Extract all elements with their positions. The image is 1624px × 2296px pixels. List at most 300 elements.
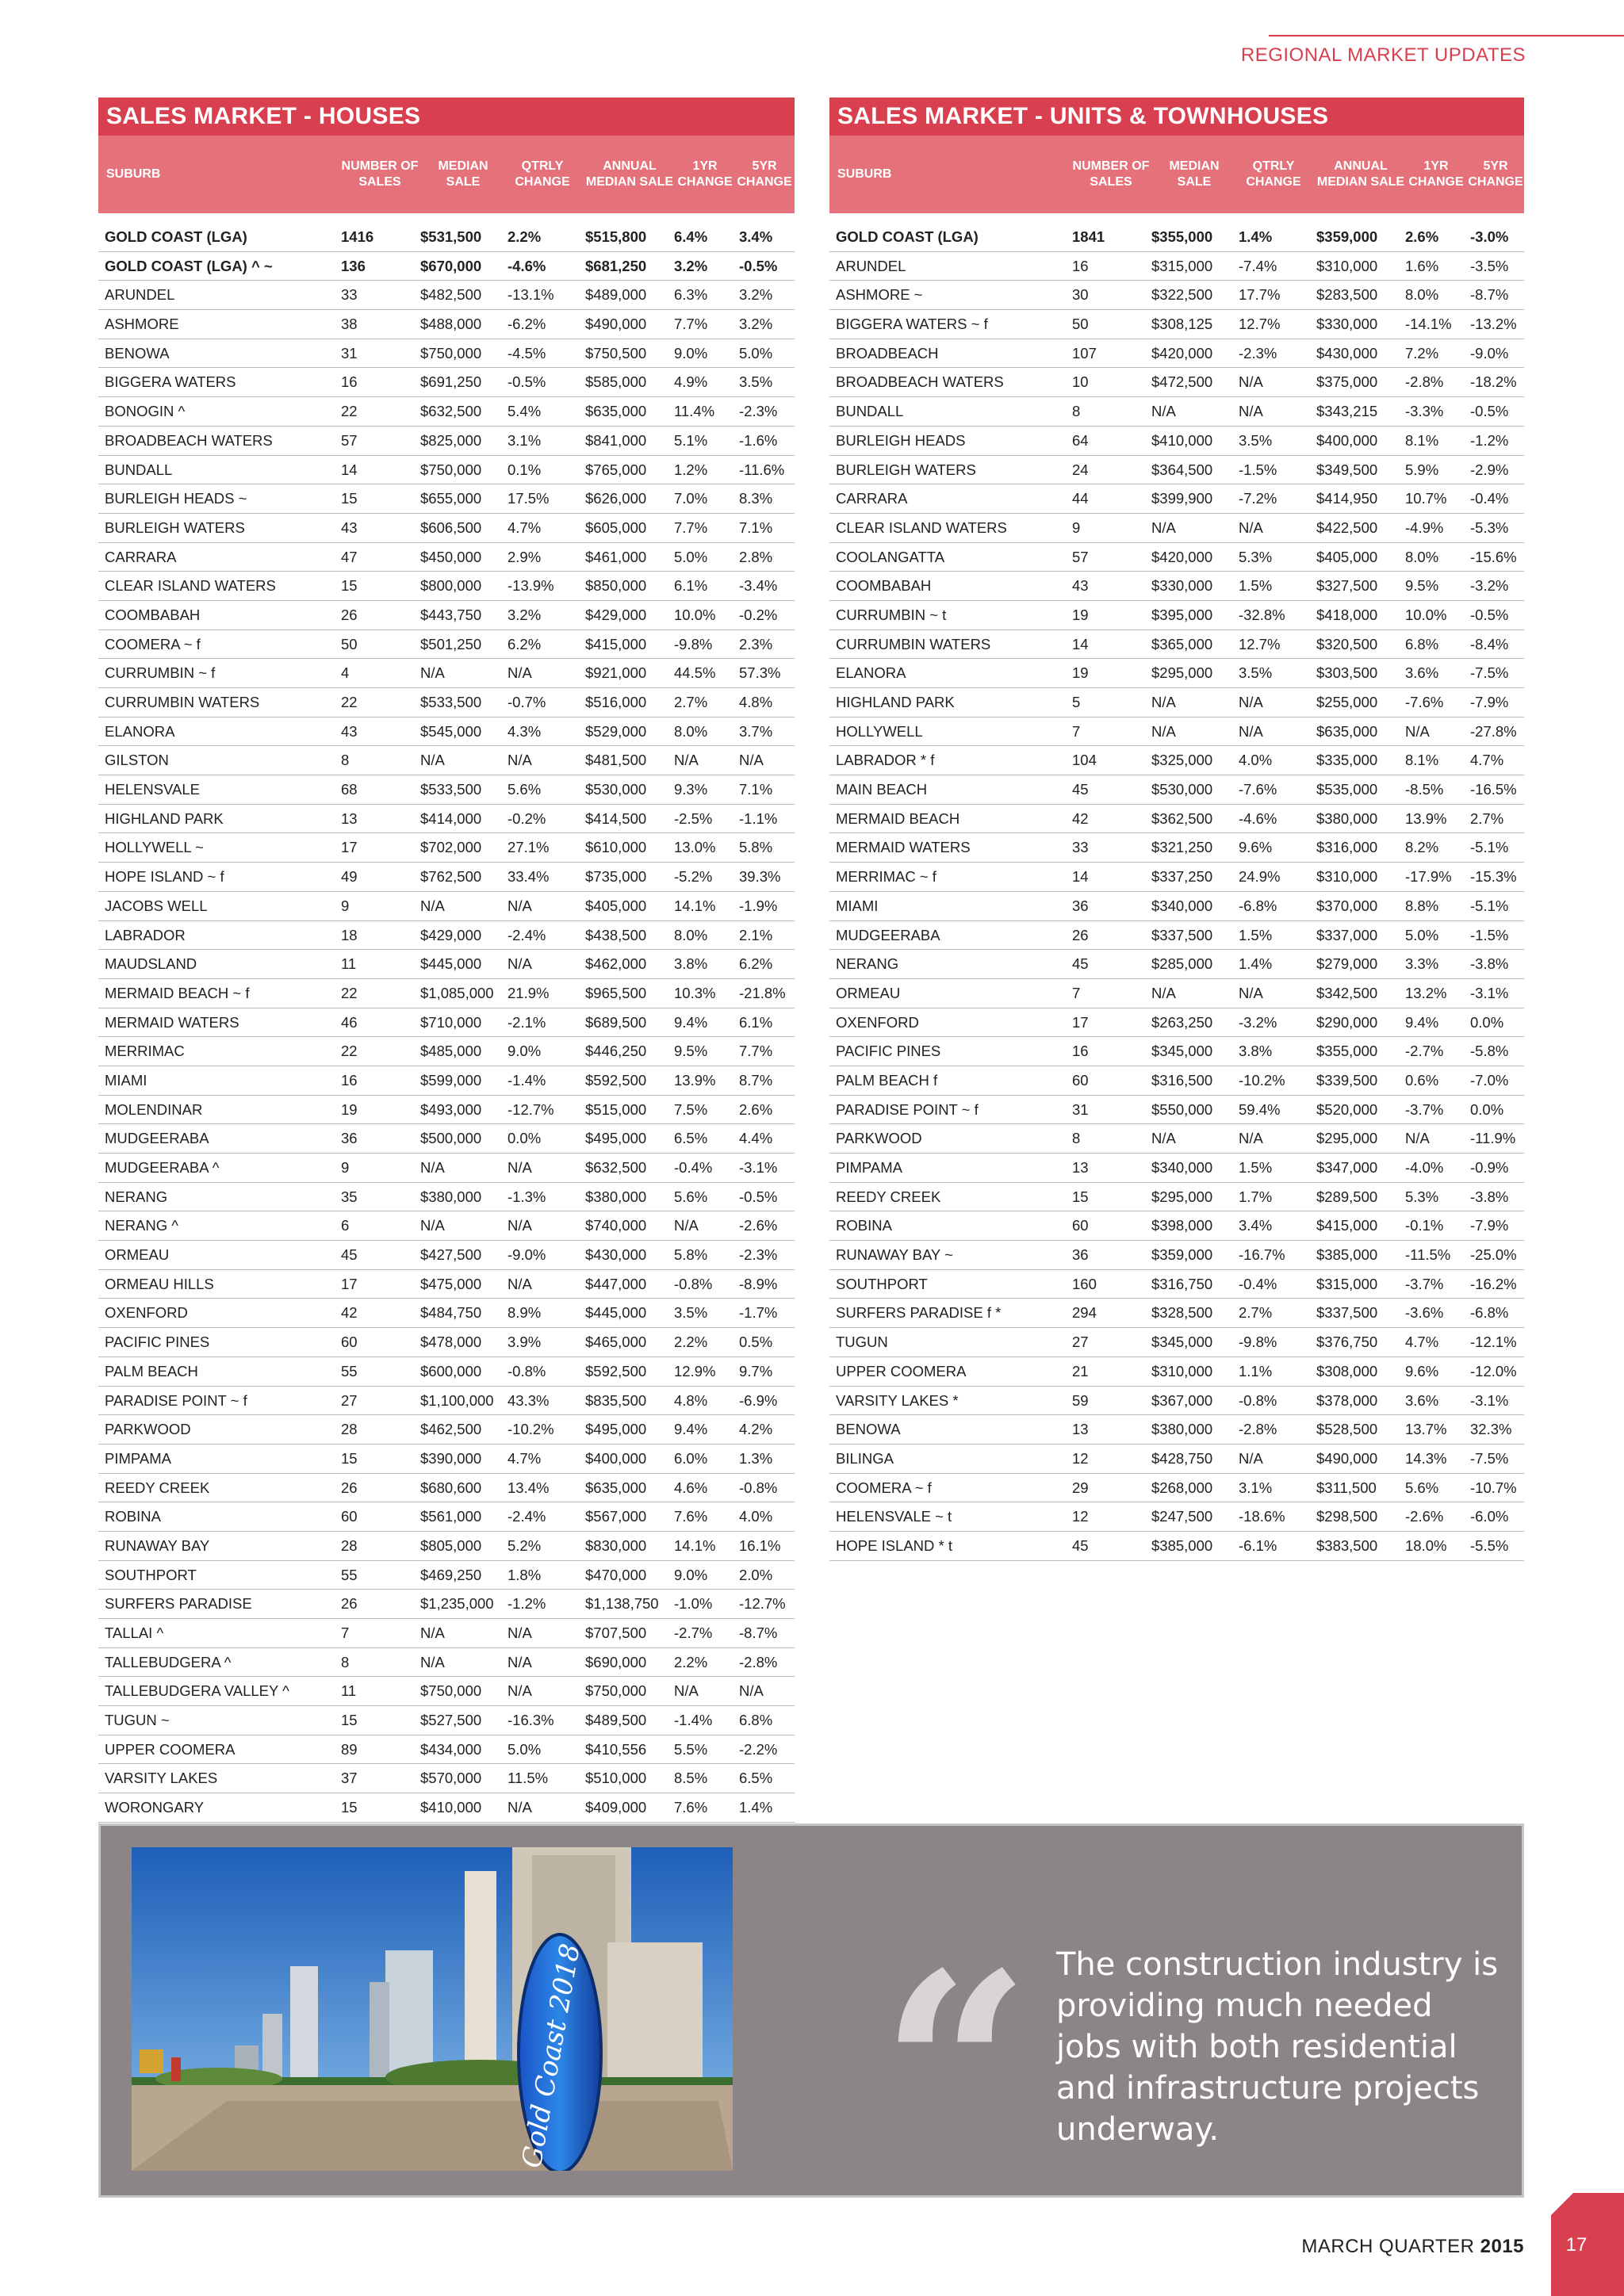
value-cell: -3.3% xyxy=(1405,403,1444,420)
table-row xyxy=(98,1590,795,1619)
value-cell: $380,000 xyxy=(585,1188,647,1205)
value-cell: 2.7% xyxy=(1470,809,1504,827)
value-cell: $430,000 xyxy=(585,1246,647,1264)
value-cell: N/A xyxy=(508,955,532,973)
value-cell: -5.5% xyxy=(1470,1536,1509,1554)
value-cell: -5.1% xyxy=(1470,839,1509,856)
value-cell: 3.7% xyxy=(739,722,773,740)
value-cell: -4.5% xyxy=(508,344,546,362)
value-cell: 7.1% xyxy=(739,519,773,536)
value-cell: $316,500 xyxy=(1151,1071,1213,1089)
value-cell: N/A xyxy=(1151,519,1176,536)
value-cell: 4.7% xyxy=(1470,752,1504,769)
suburb-cell: ROBINA xyxy=(836,1217,892,1234)
value-cell: $1,235,000 xyxy=(420,1595,494,1613)
value-cell: -2.2% xyxy=(739,1740,778,1758)
value-cell: 9.5% xyxy=(1405,577,1439,595)
value-cell: 35 xyxy=(341,1188,358,1205)
value-cell: -7.9% xyxy=(1470,1217,1509,1234)
value-cell: -3.1% xyxy=(739,1159,778,1176)
value-cell: $750,000 xyxy=(585,1682,647,1700)
gold-coast-photo xyxy=(132,1847,733,2171)
value-cell: -7.5% xyxy=(1470,664,1509,682)
value-cell: $337,500 xyxy=(1151,926,1213,943)
value-cell: -2.7% xyxy=(674,1624,713,1641)
value-cell: 9.0% xyxy=(508,1043,542,1060)
suburb-cell: TALLEBUDGERA ^ xyxy=(105,1653,232,1670)
suburb-cell: BENOWA xyxy=(836,1421,901,1438)
value-cell: $691,250 xyxy=(420,373,482,391)
value-cell: 8 xyxy=(341,1653,350,1670)
value-cell: -6.0% xyxy=(1470,1508,1509,1525)
suburb-cell: GOLD COAST (LGA) xyxy=(836,228,979,245)
value-cell: 15 xyxy=(341,490,358,507)
table-row xyxy=(829,1154,1524,1183)
value-cell: $308,000 xyxy=(1316,1362,1378,1380)
value-cell: $528,500 xyxy=(1316,1421,1378,1438)
value-cell: $635,000 xyxy=(585,1479,647,1496)
units-table xyxy=(829,98,1524,1561)
value-cell: -0.2% xyxy=(508,809,546,827)
table-row xyxy=(98,1706,795,1735)
suburb-cell: BURLEIGH HEADS ~ xyxy=(105,490,247,507)
value-cell: -25.0% xyxy=(1470,1246,1517,1264)
suburb-cell: CLEAR ISLAND WATERS xyxy=(836,519,1007,536)
value-cell: $345,000 xyxy=(1151,1043,1213,1060)
value-cell: 9.4% xyxy=(674,1013,708,1031)
value-cell: 136 xyxy=(341,257,366,274)
value-cell: 7.6% xyxy=(674,1508,708,1525)
value-cell: $410,000 xyxy=(420,1799,482,1816)
value-cell: $965,500 xyxy=(585,984,647,1001)
value-cell: N/A xyxy=(1405,1130,1430,1147)
value-cell: 5 xyxy=(1072,694,1081,710)
value-cell: $445,000 xyxy=(585,1304,647,1322)
value-cell: -32.8% xyxy=(1239,606,1285,623)
value-cell: N/A xyxy=(739,1682,764,1700)
value-cell: 1.4% xyxy=(1239,228,1273,245)
suburb-cell: MUDGEERABA ^ xyxy=(105,1159,220,1176)
value-cell: $835,500 xyxy=(585,1391,647,1409)
value-cell: -4.6% xyxy=(508,257,546,274)
value-cell: 43 xyxy=(341,722,358,740)
table-row xyxy=(829,427,1524,456)
table-row xyxy=(98,339,795,369)
value-cell: -14.1% xyxy=(1405,316,1452,333)
header-rule xyxy=(1269,35,1624,36)
value-cell: 10.0% xyxy=(1405,606,1447,623)
value-cell: 10.7% xyxy=(1405,490,1447,507)
table-row xyxy=(98,1124,795,1154)
suburb-cell: ARUNDEL xyxy=(836,257,906,274)
table-row xyxy=(829,223,1524,252)
value-cell: $533,500 xyxy=(420,781,482,798)
value-cell: 8.8% xyxy=(1405,897,1439,914)
suburb-cell: JACOBS WELL xyxy=(105,897,208,914)
value-cell: 0.0% xyxy=(1470,1100,1504,1118)
value-cell: 27 xyxy=(1072,1334,1089,1351)
table-row xyxy=(829,572,1524,601)
value-cell: $347,000 xyxy=(1316,1159,1378,1176)
table-row xyxy=(98,1154,795,1183)
value-cell: 36 xyxy=(341,1130,358,1147)
suburb-cell: MERMAID WATERS xyxy=(105,1013,239,1031)
value-cell: $606,500 xyxy=(420,519,482,536)
table-row xyxy=(98,775,795,805)
value-cell: -1.6% xyxy=(739,431,778,449)
value-cell: -12.0% xyxy=(1470,1362,1517,1380)
value-cell: $592,500 xyxy=(585,1362,647,1380)
value-cell: 16 xyxy=(1072,257,1089,274)
value-cell: $520,000 xyxy=(1316,1100,1378,1118)
column-header: 1YR CHANGE xyxy=(677,159,733,189)
value-cell: $380,000 xyxy=(1316,809,1378,827)
value-cell: 13.9% xyxy=(1405,809,1447,827)
table-row xyxy=(98,1502,795,1532)
suburb-cell: REEDY CREEK xyxy=(105,1479,210,1496)
value-cell: -1.2% xyxy=(1470,431,1509,449)
value-cell: 57 xyxy=(341,431,358,449)
value-cell: 5.3% xyxy=(1239,548,1273,565)
value-cell: 15 xyxy=(341,1799,358,1816)
table-row xyxy=(98,630,795,660)
value-cell: -6.8% xyxy=(1470,1304,1509,1322)
value-cell: 5.8% xyxy=(739,839,773,856)
value-cell: -6.8% xyxy=(1239,897,1277,914)
value-cell: 28 xyxy=(341,1536,358,1554)
value-cell: $383,500 xyxy=(1316,1536,1378,1554)
value-cell: $355,000 xyxy=(1151,228,1213,245)
value-cell: 32.3% xyxy=(1470,1421,1512,1438)
value-cell: $295,000 xyxy=(1151,664,1213,682)
value-cell: -16.3% xyxy=(508,1712,554,1729)
value-cell: 4 xyxy=(341,664,350,682)
value-cell: $465,000 xyxy=(585,1334,647,1351)
value-cell: -16.7% xyxy=(1239,1246,1285,1264)
suburb-cell: COOMERA ~ f xyxy=(836,1479,932,1496)
page-number: 17 xyxy=(1565,2234,1588,2256)
table-row xyxy=(829,514,1524,543)
value-cell: 31 xyxy=(341,344,358,362)
table-row xyxy=(98,1211,795,1241)
value-cell: 7.7% xyxy=(674,316,708,333)
value-cell: 3.4% xyxy=(1239,1217,1273,1234)
column-header: MEDIAN SALE xyxy=(1169,159,1220,189)
value-cell: -3.1% xyxy=(1470,984,1509,1001)
value-cell: 15 xyxy=(341,1712,358,1729)
value-cell: 7.1% xyxy=(739,781,773,798)
value-cell: -11.6% xyxy=(739,461,785,478)
suburb-cell: HOLLYWELL xyxy=(836,722,923,740)
value-cell: $405,000 xyxy=(1316,548,1378,565)
table-row xyxy=(98,281,795,310)
table-row xyxy=(829,397,1524,427)
value-cell: 5.5% xyxy=(674,1740,708,1758)
value-cell: N/A xyxy=(1239,1130,1263,1147)
value-cell: $635,000 xyxy=(585,403,647,420)
value-cell: 9.5% xyxy=(674,1043,708,1060)
value-cell: $420,000 xyxy=(1151,344,1213,362)
column-header: NUMBER OF SALES xyxy=(1072,159,1150,189)
suburb-cell: MAIN BEACH xyxy=(836,781,928,798)
value-cell: 5.0% xyxy=(674,548,708,565)
table-row xyxy=(829,456,1524,485)
value-cell: -8.7% xyxy=(1470,286,1509,304)
value-cell: $359,000 xyxy=(1151,1246,1213,1264)
suburb-cell: MIAMI xyxy=(836,897,879,914)
value-cell: -7.4% xyxy=(1239,257,1277,274)
value-cell: 2.7% xyxy=(674,694,708,710)
suburb-cell: HELENSVALE xyxy=(105,781,200,798)
table-row xyxy=(829,1270,1524,1299)
table-row xyxy=(98,1387,795,1416)
value-cell: -6.2% xyxy=(508,316,546,333)
value-cell: 49 xyxy=(341,868,358,886)
value-cell: $427,500 xyxy=(420,1246,482,1264)
value-cell: $750,000 xyxy=(420,1682,482,1700)
value-cell: -16.5% xyxy=(1470,781,1517,798)
table-row xyxy=(98,1474,795,1503)
value-cell: $689,500 xyxy=(585,1013,647,1031)
value-cell: $605,000 xyxy=(585,519,647,536)
value-cell: $655,000 xyxy=(420,490,482,507)
value-cell: $364,500 xyxy=(1151,461,1213,478)
value-cell: 9.0% xyxy=(674,344,708,362)
value-cell: $330,000 xyxy=(1316,316,1378,333)
value-cell: 2.6% xyxy=(739,1100,773,1118)
suburb-cell: OXENFORD xyxy=(105,1304,188,1322)
suburb-cell: ELANORA xyxy=(836,664,906,682)
value-cell: $380,000 xyxy=(1151,1421,1213,1438)
value-cell: $330,000 xyxy=(1151,577,1213,595)
value-cell: N/A xyxy=(1239,722,1263,740)
value-cell: -4.9% xyxy=(1405,519,1444,536)
value-cell: 28 xyxy=(341,1421,358,1438)
value-cell: $527,500 xyxy=(420,1712,482,1729)
value-cell: 2.1% xyxy=(739,926,773,943)
value-cell: $315,000 xyxy=(1151,257,1213,274)
table-row xyxy=(98,1241,795,1270)
value-cell: 3.4% xyxy=(739,228,773,245)
value-cell: $447,000 xyxy=(585,1275,647,1292)
value-cell: -13.9% xyxy=(508,577,554,595)
suburb-cell: COOMERA ~ f xyxy=(105,635,201,652)
value-cell: 8.1% xyxy=(1405,431,1439,449)
value-cell: 6 xyxy=(341,1217,350,1234)
value-cell: 18.0% xyxy=(1405,1536,1447,1554)
table-row xyxy=(98,1299,795,1328)
value-cell: 15 xyxy=(341,1449,358,1467)
suburb-cell: SURFERS PARADISE xyxy=(105,1595,252,1613)
value-cell: $400,000 xyxy=(585,1449,647,1467)
table-row xyxy=(98,1183,795,1212)
value-cell: $283,500 xyxy=(1316,286,1378,304)
suburb-cell: ORMEAU xyxy=(105,1246,170,1264)
footer-label xyxy=(1301,2236,1524,2258)
value-cell: 7.2% xyxy=(1405,344,1439,362)
value-cell: -0.8% xyxy=(1239,1391,1277,1409)
table-row xyxy=(98,718,795,747)
suburb-cell: BROADBEACH xyxy=(836,344,939,362)
table-row xyxy=(98,659,795,688)
footer-quarter: MARCH QUARTER xyxy=(1301,2236,1475,2257)
value-cell: $414,000 xyxy=(420,809,482,827)
suburb-cell: PARADISE POINT ~ f xyxy=(836,1100,979,1118)
value-cell: 8.0% xyxy=(674,926,708,943)
value-cell: $279,000 xyxy=(1316,955,1378,973)
suburb-cell: MUDGEERABA xyxy=(836,926,940,943)
table-row xyxy=(98,1270,795,1299)
value-cell: $429,000 xyxy=(585,606,647,623)
value-cell: N/A xyxy=(508,752,532,769)
value-cell: -2.5% xyxy=(674,809,713,827)
table-row xyxy=(829,368,1524,397)
value-cell: 8.0% xyxy=(674,722,708,740)
value-cell: 0.5% xyxy=(739,1334,773,1351)
value-cell: $750,500 xyxy=(585,344,647,362)
value-cell: 42 xyxy=(341,1304,358,1322)
value-cell: $600,000 xyxy=(420,1362,482,1380)
value-cell: 14 xyxy=(341,461,358,478)
value-cell: -11.5% xyxy=(1405,1246,1451,1264)
value-cell: -3.4% xyxy=(739,577,778,595)
value-cell: 60 xyxy=(1072,1217,1089,1234)
value-cell: 16 xyxy=(341,1071,358,1089)
value-cell: $472,500 xyxy=(1151,373,1213,391)
value-cell: -1.4% xyxy=(508,1071,546,1089)
value-cell: 0.0% xyxy=(508,1130,542,1147)
value-cell: $438,500 xyxy=(585,926,647,943)
value-cell: $762,500 xyxy=(420,868,482,886)
value-cell: $263,250 xyxy=(1151,1013,1213,1031)
value-cell: 45 xyxy=(1072,955,1089,973)
table-row xyxy=(829,833,1524,863)
footer-year: 2015 xyxy=(1480,2236,1524,2257)
value-cell: $626,000 xyxy=(585,490,647,507)
value-cell: N/A xyxy=(1239,403,1263,420)
value-cell: $482,500 xyxy=(420,286,482,304)
value-cell: -3.5% xyxy=(1470,257,1509,274)
suburb-cell: WORONGARY xyxy=(105,1799,205,1816)
value-cell: 6.5% xyxy=(739,1770,773,1787)
value-cell: $310,000 xyxy=(1316,257,1378,274)
value-cell: N/A xyxy=(739,752,764,769)
value-cell: N/A xyxy=(1239,519,1263,536)
table-row xyxy=(829,1211,1524,1241)
value-cell: 17.7% xyxy=(1239,286,1281,304)
value-cell: 9.3% xyxy=(674,781,708,798)
value-cell: N/A xyxy=(1151,403,1176,420)
value-cell: -21.8% xyxy=(739,984,786,1001)
value-cell: 60 xyxy=(341,1334,358,1351)
houses-table-title: SALES MARKET - HOUSES xyxy=(98,98,795,136)
value-cell: 3.2% xyxy=(739,316,773,333)
pull-quote: The construction industry is providing much needed jobs with both residential and infrastructure projects underway. xyxy=(1056,1946,1499,2148)
value-cell: -0.8% xyxy=(508,1362,546,1380)
value-cell: 26 xyxy=(341,1595,358,1613)
value-cell: $545,000 xyxy=(420,722,482,740)
value-cell: N/A xyxy=(674,1217,699,1234)
value-cell: 1.7% xyxy=(1239,1188,1273,1205)
suburb-cell: MUDGEERABA xyxy=(105,1130,209,1147)
units-column-headers xyxy=(829,136,1524,213)
table-row xyxy=(98,1619,795,1648)
suburb-cell: MOLENDINAR xyxy=(105,1100,203,1118)
value-cell: $592,500 xyxy=(585,1071,647,1089)
value-cell: $398,000 xyxy=(1151,1217,1213,1234)
value-cell: N/A xyxy=(1151,722,1176,740)
column-header: 5YR CHANGE xyxy=(1468,159,1523,189)
value-cell: 6.3% xyxy=(674,286,708,304)
value-cell: 7.5% xyxy=(674,1100,708,1118)
suburb-cell: NERANG xyxy=(105,1188,168,1205)
value-cell: $599,000 xyxy=(420,1071,482,1089)
value-cell: -8.7% xyxy=(739,1624,778,1641)
value-cell: $533,500 xyxy=(420,694,482,710)
value-cell: 1.4% xyxy=(739,1799,773,1816)
table-row xyxy=(98,1764,795,1793)
value-cell: 39.3% xyxy=(739,868,781,886)
table-row xyxy=(829,718,1524,747)
value-cell: $495,000 xyxy=(585,1130,647,1147)
value-cell: $490,000 xyxy=(585,316,647,333)
value-cell: 22 xyxy=(341,403,358,420)
value-cell: 8.2% xyxy=(1405,839,1439,856)
value-cell: $670,000 xyxy=(420,257,482,274)
value-cell: N/A xyxy=(420,1159,445,1176)
value-cell: 68 xyxy=(341,781,358,798)
table-row xyxy=(98,1561,795,1590)
value-cell: $750,000 xyxy=(420,461,482,478)
table-row xyxy=(98,427,795,456)
value-cell: 3.3% xyxy=(1405,955,1439,973)
value-cell: 4.6% xyxy=(674,1479,708,1496)
value-cell: -12.1% xyxy=(1470,1334,1517,1351)
value-cell: 8 xyxy=(1072,403,1081,420)
value-cell: -2.3% xyxy=(739,1246,778,1264)
value-cell: $395,000 xyxy=(1151,606,1213,623)
value-cell: 8.7% xyxy=(739,1071,773,1089)
houses-rows xyxy=(98,213,795,1852)
value-cell: -1.7% xyxy=(739,1304,778,1322)
value-cell: 47 xyxy=(341,548,358,565)
value-cell: 3.6% xyxy=(1405,1391,1439,1409)
value-cell: 9.4% xyxy=(1405,1013,1439,1031)
value-cell: -16.2% xyxy=(1470,1275,1517,1292)
suburb-cell: PACIFIC PINES xyxy=(105,1334,210,1351)
houses-column-headers xyxy=(98,136,795,213)
value-cell: 9.4% xyxy=(674,1421,708,1438)
value-cell: -18.2% xyxy=(1470,373,1517,391)
value-cell: $501,250 xyxy=(420,635,482,652)
value-cell: 7 xyxy=(1072,984,1081,1001)
suburb-cell: PALM BEACH xyxy=(105,1362,198,1380)
value-cell: 3.8% xyxy=(1239,1043,1273,1060)
value-cell: 42 xyxy=(1072,809,1089,827)
value-cell: 43 xyxy=(341,519,358,536)
value-cell: 3.6% xyxy=(1405,664,1439,682)
value-cell: -8.4% xyxy=(1470,635,1509,652)
value-cell: 10.0% xyxy=(674,606,716,623)
value-cell: 14 xyxy=(1072,868,1089,886)
value-cell: -0.1% xyxy=(1405,1217,1444,1234)
suburb-cell: MIAMI xyxy=(105,1071,147,1089)
value-cell: -18.6% xyxy=(1239,1508,1285,1525)
value-cell: $298,500 xyxy=(1316,1508,1378,1525)
value-cell: -1.3% xyxy=(508,1188,546,1205)
value-cell: -7.6% xyxy=(1239,781,1277,798)
suburb-cell: ORMEAU xyxy=(836,984,901,1001)
